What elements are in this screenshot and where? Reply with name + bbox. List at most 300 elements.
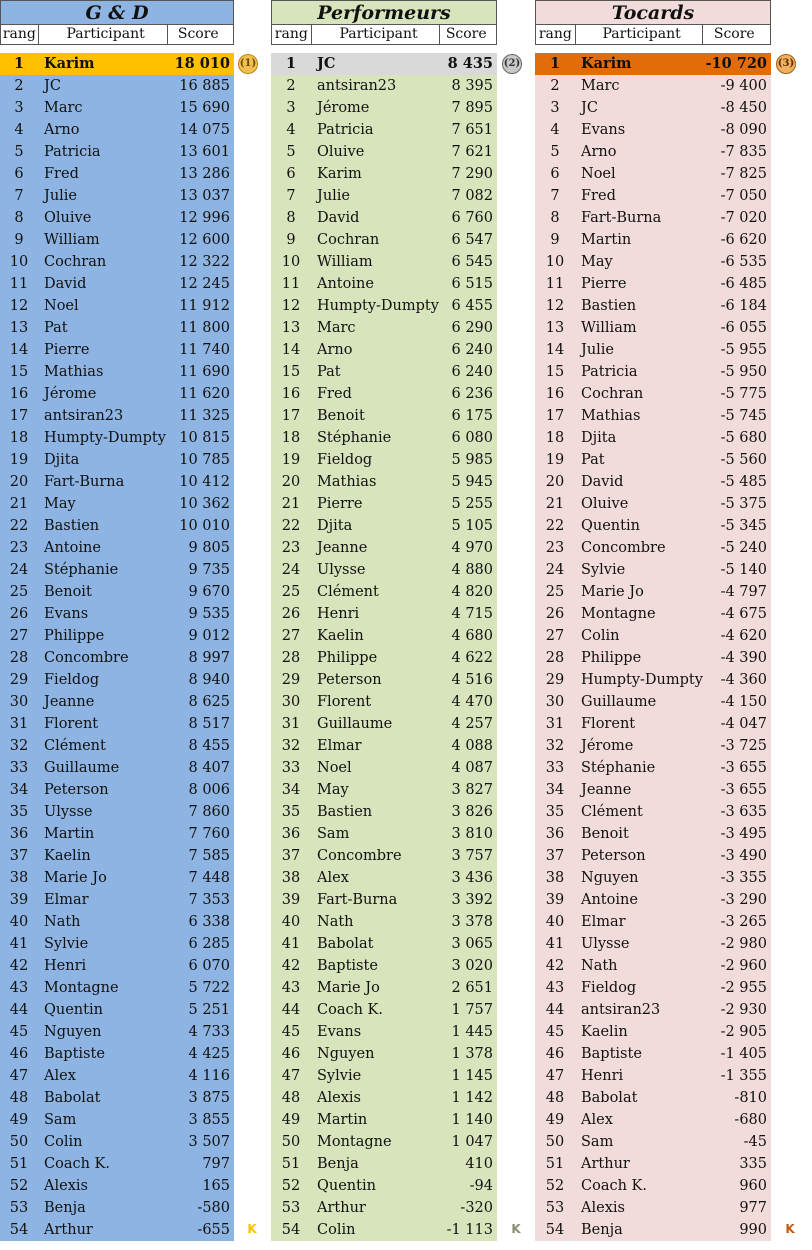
table-row (0, 735, 234, 757)
rank-cell: 31 (281, 716, 301, 732)
rank-cell: 30 (9, 694, 29, 710)
rank-cell: 40 (9, 914, 29, 930)
table-row (271, 493, 497, 515)
table-row (0, 1065, 234, 1087)
rank-cell: 5 (286, 144, 296, 160)
participant-cell: Jeanne (44, 694, 95, 710)
participant-cell: Concombre (44, 650, 129, 666)
table-row (535, 977, 771, 999)
score-cell: 11 740 (179, 342, 230, 358)
table-row (535, 735, 771, 757)
rank-cell: 28 (545, 650, 565, 666)
participant-cell: May (44, 496, 76, 512)
participant-cell: Julie (317, 188, 351, 204)
tocards-title: Tocards (535, 0, 771, 24)
rank-cell: 25 (9, 584, 29, 600)
participant-cell: Babolat (44, 1090, 101, 1106)
participant-cell: Noel (44, 298, 79, 314)
score-cell: 8 407 (188, 760, 230, 776)
score-cell: 3 855 (188, 1112, 230, 1128)
table-row (535, 889, 771, 911)
table-row (0, 757, 234, 779)
table-row (271, 1087, 497, 1109)
table-row (271, 449, 497, 471)
participant-cell: Florent (317, 694, 372, 710)
participant-cell: Arthur (581, 1156, 630, 1172)
participant-cell: Pat (581, 452, 605, 468)
rank-cell: 15 (281, 364, 301, 380)
table-row (271, 1131, 497, 1153)
table-row (535, 339, 771, 361)
participant-cell: Patricia (44, 144, 101, 160)
participant-cell: Martin (44, 826, 95, 842)
participant-cell: Henri (317, 606, 360, 622)
participant-cell: Nath (44, 914, 81, 930)
score-cell: 16 885 (179, 78, 230, 94)
score-cell: 3 827 (451, 782, 493, 798)
table-row (535, 317, 771, 339)
rank-cell: 11 (545, 276, 565, 292)
score-cell: -45 (743, 1134, 767, 1150)
rank-cell: 26 (545, 606, 565, 622)
table-row (0, 405, 234, 427)
participant-cell: Martin (581, 232, 632, 248)
score-cell: 3 065 (451, 936, 493, 952)
rank-cell: 39 (545, 892, 565, 908)
table-row (271, 383, 497, 405)
table-row (271, 581, 497, 603)
table-row (535, 955, 771, 977)
rank-cell: 10 (281, 254, 301, 270)
participant-cell: Martin (317, 1112, 368, 1128)
table-row (271, 713, 497, 735)
participant-cell: Clément (581, 804, 643, 820)
participant-cell: Alexis (581, 1200, 625, 1216)
score-cell: -680 (734, 1112, 767, 1128)
rank-cell: 52 (9, 1178, 29, 1194)
rank-cell: 24 (281, 562, 301, 578)
rank-cell: 13 (281, 320, 301, 336)
rank-cell: 27 (9, 628, 29, 644)
participant-cell: Florent (581, 716, 636, 732)
table-row (0, 823, 234, 845)
table-row (0, 163, 234, 185)
score-cell: 11 325 (179, 408, 230, 424)
rank-cell: 31 (9, 716, 29, 732)
score-cell: -9 400 (720, 78, 767, 94)
participant-cell: Stéphanie (581, 760, 656, 776)
table-row (271, 845, 497, 867)
rank-cell: 54 (545, 1222, 565, 1238)
score-cell: 6 547 (451, 232, 493, 248)
table-row (271, 1219, 497, 1241)
score-cell: 7 621 (451, 144, 493, 160)
score-cell: 6 240 (451, 342, 493, 358)
score-cell: 7 448 (188, 870, 230, 886)
table-row (271, 955, 497, 977)
participant-cell: Benja (317, 1156, 359, 1172)
table-row (0, 361, 234, 383)
participant-cell: Ulysse (317, 562, 366, 578)
score-cell: 6 515 (451, 276, 493, 292)
participant-cell: Jérome (581, 738, 634, 754)
participant-cell: Mathias (44, 364, 104, 380)
score-cell: 3 436 (451, 870, 493, 886)
table-row (535, 867, 771, 889)
score-cell: -7 050 (720, 188, 767, 204)
table-row (0, 1043, 234, 1065)
rank-cell: 39 (281, 892, 301, 908)
table-row (271, 669, 497, 691)
participant-cell: Sam (44, 1112, 77, 1128)
participant-cell: Guillaume (581, 694, 657, 710)
score-cell: 13 601 (179, 144, 230, 160)
tocards-leader-row (535, 53, 771, 75)
participant-cell: Baptiste (317, 958, 378, 974)
score-cell: 9 735 (188, 562, 230, 578)
gd-header-participant: Participant (39, 25, 168, 44)
rank-cell: 51 (545, 1156, 565, 1172)
table-row (271, 185, 497, 207)
table-row (271, 75, 497, 97)
rank-cell: 38 (281, 870, 301, 886)
rank-cell: 14 (545, 342, 565, 358)
participant-cell: Oluive (317, 144, 365, 160)
table-row (0, 75, 234, 97)
score-cell: 8 997 (188, 650, 230, 666)
participant-cell: Peterson (581, 848, 646, 864)
table-row (535, 537, 771, 559)
rank-cell: 44 (545, 1002, 565, 1018)
rank-cell: 8 (14, 210, 24, 226)
score-cell: 13 286 (179, 166, 230, 182)
participant-cell: Concombre (581, 540, 666, 556)
rank-cell: 24 (545, 562, 565, 578)
table-row (0, 845, 234, 867)
table-row (0, 97, 234, 119)
score-cell: 6 175 (451, 408, 493, 424)
rank-cell: 42 (545, 958, 565, 974)
participant-cell: Jeanne (581, 782, 632, 798)
rank-cell: 20 (9, 474, 29, 490)
rank-cell: 16 (545, 386, 565, 402)
rank-cell: 17 (281, 408, 301, 424)
rank-cell: 27 (545, 628, 565, 644)
score-cell: -3 490 (720, 848, 767, 864)
rank-cell: 3 (14, 100, 24, 116)
rank-cell: 41 (545, 936, 565, 952)
table-row (271, 889, 497, 911)
score-cell: 977 (739, 1200, 767, 1216)
table-row (535, 603, 771, 625)
participant-cell: William (317, 254, 373, 270)
participant-cell: Marie Jo (44, 870, 107, 886)
rank-cell: 18 (281, 430, 301, 446)
score-cell: -5 560 (720, 452, 767, 468)
participant-cell: Mathias (581, 408, 641, 424)
rank-cell: 21 (281, 496, 301, 512)
score-cell: 4 516 (451, 672, 493, 688)
table-row (0, 251, 234, 273)
rank-cell: 36 (281, 826, 301, 842)
score-cell: 11 912 (179, 298, 230, 314)
score-cell: 8 435 (447, 55, 493, 72)
rank-cell: 36 (545, 826, 565, 842)
table-row (0, 119, 234, 141)
participant-cell: Kaelin (581, 1024, 628, 1040)
table-row (0, 1153, 234, 1175)
participant-cell: Fieldog (317, 452, 373, 468)
participant-cell: Djita (44, 452, 80, 468)
score-cell: 10 010 (179, 518, 230, 534)
table-row (535, 559, 771, 581)
rank-cell: 4 (550, 122, 560, 138)
score-cell: 3 392 (451, 892, 493, 908)
rank-cell: 39 (9, 892, 29, 908)
rank-cell: 33 (281, 760, 301, 776)
table-row (0, 427, 234, 449)
rank-cell: 17 (9, 408, 29, 424)
rank-cell: 3 (550, 100, 560, 116)
score-cell: -6 535 (720, 254, 767, 270)
rank-cell: 33 (545, 760, 565, 776)
score-cell: 4 622 (451, 650, 493, 666)
score-cell: 8 940 (188, 672, 230, 688)
rank-cell: 21 (9, 496, 29, 512)
rank-cell: 52 (281, 1178, 301, 1194)
participant-cell: Baptiste (581, 1046, 642, 1062)
participant-cell: Nguyen (317, 1046, 375, 1062)
table-row (535, 823, 771, 845)
participant-cell: Baptiste (44, 1046, 105, 1062)
score-cell: 11 620 (179, 386, 230, 402)
score-cell: -4 360 (720, 672, 767, 688)
score-cell: 4 733 (188, 1024, 230, 1040)
table-row (0, 1219, 234, 1241)
gold-medal-icon: (1) (238, 54, 258, 74)
table-row (0, 889, 234, 911)
participant-cell: Fred (44, 166, 79, 182)
participant-cell: Quentin (44, 1002, 103, 1018)
rank-cell: 46 (545, 1046, 565, 1062)
score-cell: 4 116 (188, 1068, 230, 1084)
rank-cell: 53 (545, 1200, 565, 1216)
table-row (271, 163, 497, 185)
score-cell: 18 010 (174, 55, 230, 72)
table-row (535, 361, 771, 383)
participant-cell: Bastien (317, 804, 373, 820)
score-cell: 4 257 (451, 716, 493, 732)
table-row (535, 97, 771, 119)
rank-cell: 5 (550, 144, 560, 160)
table-row (0, 141, 234, 163)
rank-cell: 32 (545, 738, 565, 754)
table-row (535, 999, 771, 1021)
table-row (535, 405, 771, 427)
participant-cell: Marc (581, 78, 620, 94)
score-cell: 14 075 (179, 122, 230, 138)
table-row (0, 471, 234, 493)
rank-cell: 8 (550, 210, 560, 226)
rank-cell: 9 (286, 232, 296, 248)
participant-cell: Antoine (317, 276, 374, 292)
score-cell: -5 375 (720, 496, 767, 512)
table-row (0, 999, 234, 1021)
participant-cell: Pierre (581, 276, 627, 292)
score-cell: 7 290 (451, 166, 493, 182)
rank-cell: 22 (545, 518, 565, 534)
table-row (535, 75, 771, 97)
score-cell: 7 651 (451, 122, 493, 138)
table-row (271, 559, 497, 581)
score-cell: -1 405 (720, 1046, 767, 1062)
table-row (535, 207, 771, 229)
score-cell: 4 088 (451, 738, 493, 754)
table-row (535, 1043, 771, 1065)
score-cell: 8 006 (188, 782, 230, 798)
table-row (535, 1021, 771, 1043)
score-cell: -4 390 (720, 650, 767, 666)
rank-cell: 20 (545, 474, 565, 490)
table-row (535, 383, 771, 405)
participant-cell: Noel (581, 166, 616, 182)
table-row (0, 559, 234, 581)
rank-cell: 23 (9, 540, 29, 556)
score-cell: 8 395 (451, 78, 493, 94)
participant-cell: Elmar (317, 738, 362, 754)
participant-cell: Julie (581, 342, 615, 358)
table-row (271, 999, 497, 1021)
participant-cell: Mathias (317, 474, 377, 490)
rank-cell: 41 (281, 936, 301, 952)
k-marker-icon: K (247, 1222, 257, 1236)
participant-cell: Jérome (44, 386, 97, 402)
rank-cell: 15 (545, 364, 565, 380)
rank-cell: 6 (14, 166, 24, 182)
table-row (271, 977, 497, 999)
score-cell: -2 955 (720, 980, 767, 996)
table-row (535, 1065, 771, 1087)
table-row (0, 1131, 234, 1153)
participant-cell: Benja (581, 1222, 623, 1238)
participant-cell: Montagne (581, 606, 656, 622)
table-row (0, 625, 234, 647)
table-row (0, 185, 234, 207)
table-row (535, 1131, 771, 1153)
rank-cell: 10 (9, 254, 29, 270)
score-cell: -7 020 (720, 210, 767, 226)
rank-cell: 50 (281, 1134, 301, 1150)
table-row (0, 779, 234, 801)
rank-cell: 50 (9, 1134, 29, 1150)
rank-cell: 11 (9, 276, 29, 292)
rank-cell: 51 (9, 1156, 29, 1172)
rank-cell: 16 (281, 386, 301, 402)
table-row (271, 361, 497, 383)
score-cell: -10 720 (705, 55, 767, 72)
participant-cell: Alex (581, 1112, 613, 1128)
rank-cell: 7 (550, 188, 560, 204)
table-row (271, 119, 497, 141)
rank-cell: 49 (545, 1112, 565, 1128)
rank-cell: 27 (281, 628, 301, 644)
score-cell: 6 760 (451, 210, 493, 226)
score-cell: 1 445 (451, 1024, 493, 1040)
participant-cell: Philippe (44, 628, 105, 644)
score-cell: 11 690 (179, 364, 230, 380)
rank-cell: 48 (9, 1090, 29, 1106)
score-cell: 410 (465, 1156, 493, 1172)
table-row (535, 119, 771, 141)
rank-cell: 19 (9, 452, 29, 468)
participant-cell: Benoit (317, 408, 365, 424)
score-cell: 10 412 (179, 474, 230, 490)
participant-cell: May (317, 782, 349, 798)
score-cell: -1 113 (446, 1222, 493, 1238)
gd-title: G & D (0, 0, 234, 24)
score-cell: 9 670 (188, 584, 230, 600)
rank-cell: 12 (545, 298, 565, 314)
table-row (271, 537, 497, 559)
table-row (535, 471, 771, 493)
participant-cell: Arno (581, 144, 617, 160)
score-cell: 4 820 (451, 584, 493, 600)
rank-cell: 30 (281, 694, 301, 710)
score-cell: 12 996 (179, 210, 230, 226)
participant-cell: Sylvie (44, 936, 89, 952)
participant-cell: antsiran23 (44, 408, 124, 424)
rank-cell: 42 (281, 958, 301, 974)
table-row (0, 449, 234, 471)
score-cell: -580 (197, 1200, 230, 1216)
participant-cell: Cochran (581, 386, 644, 402)
score-cell: -2 960 (720, 958, 767, 974)
rank-cell: 14 (9, 342, 29, 358)
rank-cell: 23 (545, 540, 565, 556)
score-cell: -6 184 (720, 298, 767, 314)
table-row (271, 801, 497, 823)
table-row (535, 647, 771, 669)
score-cell: 12 245 (179, 276, 230, 292)
table-row (535, 493, 771, 515)
participant-cell: May (581, 254, 613, 270)
table-row (535, 449, 771, 471)
rank-cell: 43 (9, 980, 29, 996)
rank-cell: 3 (286, 100, 296, 116)
performeurs-table (271, 0, 497, 1241)
table-row (271, 933, 497, 955)
table-row (0, 1197, 234, 1219)
participant-cell: JC (44, 78, 61, 94)
score-cell: -4 620 (720, 628, 767, 644)
participant-cell: Coach K. (581, 1178, 647, 1194)
table-row (0, 1175, 234, 1197)
participant-cell: Cochran (44, 254, 107, 270)
score-cell: -6 055 (720, 320, 767, 336)
performeurs-leader-row (271, 53, 497, 75)
score-cell: 3 757 (451, 848, 493, 864)
score-cell: 5 105 (451, 518, 493, 534)
rank-cell: 13 (545, 320, 565, 336)
participant-cell: Antoine (581, 892, 638, 908)
table-row (535, 185, 771, 207)
rank-cell: 42 (9, 958, 29, 974)
rank-cell: 29 (281, 672, 301, 688)
table-row (271, 515, 497, 537)
participant-cell: Elmar (581, 914, 626, 930)
score-cell: 9 805 (188, 540, 230, 556)
participant-cell: JC (317, 55, 336, 72)
